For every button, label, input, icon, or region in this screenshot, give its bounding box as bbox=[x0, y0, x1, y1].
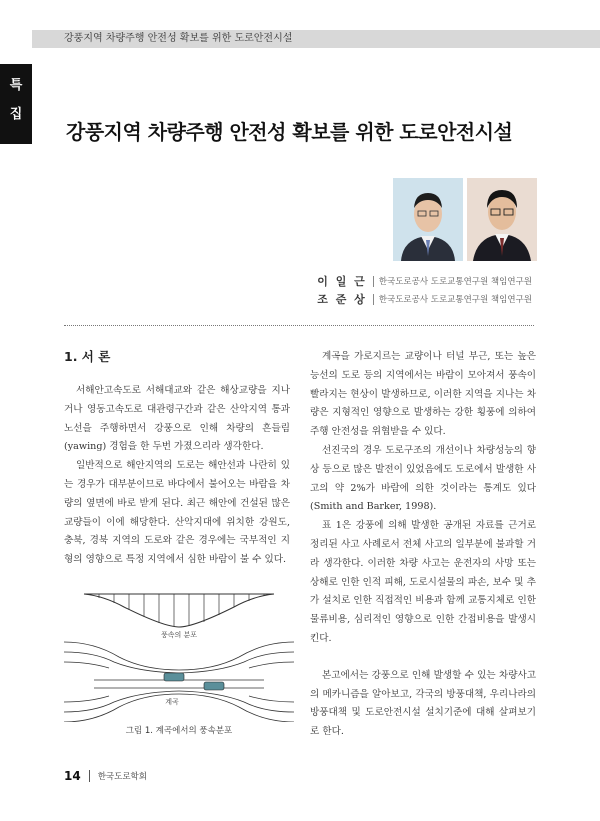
section-tab-char-1: 특 bbox=[9, 78, 23, 93]
author-row bbox=[300, 290, 532, 308]
author-affiliation: 한국도로공사 도로교통연구원 책임연구원 bbox=[378, 277, 532, 287]
dotted-divider bbox=[64, 325, 534, 326]
publisher-name: 한국도로학회 bbox=[97, 772, 147, 782]
author-row bbox=[300, 272, 532, 290]
body-paragraph: 본고에서는 강풍으로 인해 발생할 수 있는 차량사고의 메카니즘을 알아보고, 각국의 방풍대책, 우리나라의 방풍대책 및 도로안전시설 설치기준에 대해 살펴보기로 한다. bbox=[310, 669, 536, 738]
author-separator bbox=[373, 276, 374, 287]
body-paragraph: 표 1은 강풍에 의해 발생한 공개된 자료를 근거로 정리된 사고 사례로서 전체 사고의 일부분에 불과할 거라 생각한다. 이러한 차량 사고는 운전자의 사망 또는 상해로 인한 인적 피해, 도로시설물의 파손, 보수 및 추가 설치로 인한 직접적인 비용과 함께 교통지체로 인한 물류비용, 심리적인 영향으로 인한 간접비용을 발생시킨다. bbox=[310, 520, 536, 644]
left-column bbox=[64, 348, 290, 570]
article-title: 강풍지역 차량주행 안전성 확보를 위한 도로안전시설 bbox=[66, 120, 513, 144]
author-list bbox=[300, 272, 532, 308]
body-paragraph: 선진국의 경우 도로구조의 개선이나 차량성능의 향상 등으로 많은 발전이 있었음에도 도로에서 발생한 사고의 약 2%가 바람에 의한 것이라는 통계도 있다(Smith and Barker, 1998). bbox=[310, 444, 536, 513]
body-paragraph: 일반적으로 해안지역의 도로는 해안선과 나란히 있는 경우가 대부분이므로 바다에서 불어오는 바람을 차량의 옆면에 바로 받게 된다. 최근 해안에 건설된 많은 교량들이 이에 해당한다. 산악지대에 위치한 강원도, 충북, 경북 지역의 도로와 같은 경우에는 국부적인 지형의 영향으로 특정 지역에서 심한 바람이 불 수 있다. bbox=[64, 460, 290, 566]
right-column bbox=[310, 348, 536, 742]
author-photo-2 bbox=[467, 178, 537, 261]
section-heading: 1. 서 론 bbox=[64, 349, 111, 364]
section-tab bbox=[0, 64, 32, 144]
author-separator bbox=[373, 294, 374, 305]
author-affiliation: 한국도로공사 도로교통연구원 책임연구원 bbox=[378, 295, 532, 305]
page-footer bbox=[64, 766, 600, 786]
body-paragraph: 서해안고속도로 서해대교와 같은 해상교량을 지나거나 영동고속도로 대관령구간과 같은 산악지역 통과 노선을 주행하면서 강풍으로 인해 차량의 흔들림(yawing) 경험을 한 두번 가졌으리라 생각한다. bbox=[64, 385, 290, 453]
footer-separator bbox=[89, 770, 90, 782]
author-name: 조 준 상 bbox=[317, 293, 367, 306]
author-name: 이 일 근 bbox=[317, 275, 367, 288]
figure-label-valley: 계곡 bbox=[165, 698, 179, 706]
author-photo-1 bbox=[393, 178, 463, 261]
body-paragraph: 계곡을 가로지르는 교량이나 터널 부근, 또는 높은 능선의 도로 등의 지역에서는 바람이 모아져서 풍속이 빨라지는 현상이 발생하므로, 이러한 지역을 지나는 차량은 지형적인 영향으로 발생하는 강한 횡풍에 의하여 주행 안전성을 위협받을 수 있다. bbox=[310, 351, 536, 438]
figure-label-wind: 풍속의 분포 bbox=[160, 631, 198, 639]
page-number: 14 bbox=[64, 769, 81, 783]
section-tab-char-2: 집 bbox=[9, 107, 23, 122]
running-header bbox=[32, 30, 600, 48]
figure-wind-distribution bbox=[64, 582, 294, 742]
figure-caption: 그림 1. 계곡에서의 풍속분포 bbox=[125, 726, 233, 736]
running-title: 강풍지역 차량주행 안전성 확보를 위한 도로안전시설 bbox=[64, 33, 293, 44]
